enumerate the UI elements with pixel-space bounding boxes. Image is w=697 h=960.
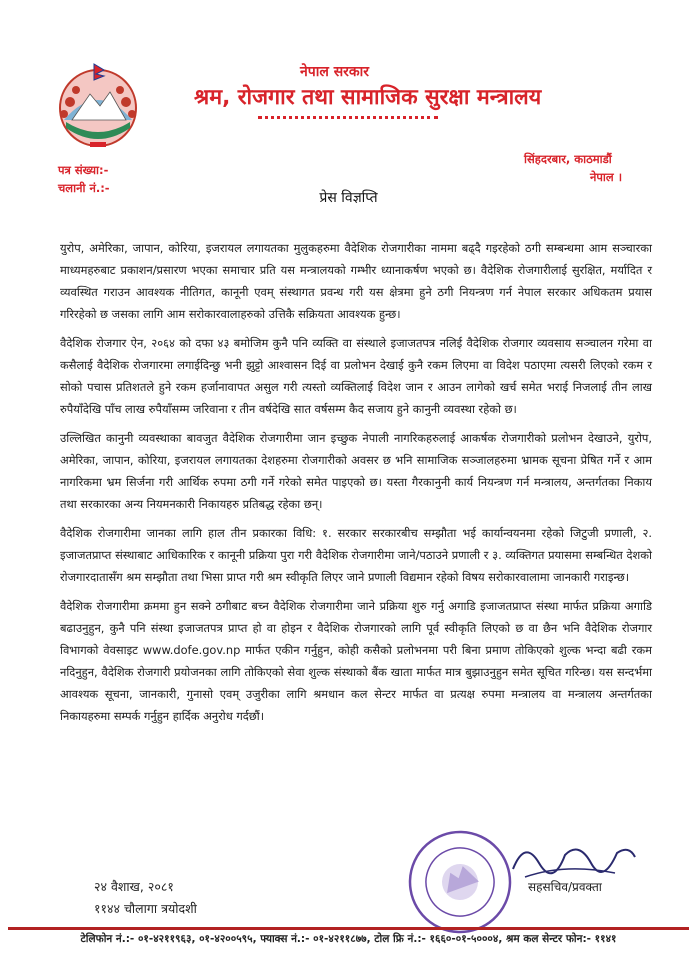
- letter-number-label: पत्र संख्या:-: [58, 163, 109, 177]
- ministry-name: श्रम, रोजगार तथा सामाजिक सुरक्षा मन्त्रालय: [194, 85, 542, 110]
- paragraph: उल्लिखित कानुनी व्यवस्थाका बावजुत वैदेशिक रोजगारीमा जान इच्छुक नेपाली नागरिकहरुलाई आकर्षक रोजगारीको प्रलोभन देखाउने, युरोप, अमेरिका, जापान, कोरिया, इजरायल लगायतका देशहरुमा रोजगारीको अवसर छ भनि सामाजिक सञ्जालहरुमा भ्रामक सूचना प्रेषित गर्ने र आम नागरिकमा भ्रम सिर्जना गरी आर्थिक रुपमा ठगी गर्ने गरेको समेत पाइएको छ। यस्ता गैरकानुनी कार्य नियन्त्रण गर्न मन्त्रालय, अन्तर्गतका निकाय तथा सरकारका अन्य नियमनकारी निकायहरु प्रतिबद्ध रहेका छन्।: [60, 431, 652, 511]
- paragraph: वैदेशिक रोजगार ऐन, २०६४ को दफा ४३ बमोजिम कुनै पनि व्यक्ति वा संस्थाले इजाजतपत्र नलिई वैदेशिक रोजगार व्यवसाय सञ्चालन गरेमा वा कसैलाई वैदेशिक रोजगारमा लगाईदिन्छु भनी झुट्टो आश्वासन दिई वा प्रलोभन देखाई कुनै रकम लिएमा वा विदेश पठाएमा त्यसरी लिएको रकम र सोको पचास प्रतिशतले हुने रकम हर्जानावापत असुल गरी त्यस्तो व्यक्तिलाई विदेश जान र आउन लागेको खर्च समेत भराई निजलाई तीन लाख रुपैयाँदेखि पाँच लाख रुपैयाँसम्म जरिवाना र तीन वर्षदेखि सात वर्षसम्म कैद सजाय हुने कानुनी व्यवस्था रहेको छ।: [60, 336, 652, 416]
- address-line1: सिंहदरबार, काठमाडौं: [524, 152, 612, 166]
- signer-designation: सहसचिव/प्रवक्ता: [528, 880, 602, 894]
- government-name: नेपाल सरकार: [300, 64, 370, 80]
- nepal-emblem-icon: [50, 58, 146, 150]
- address-line2: नेपाल ।: [590, 170, 623, 184]
- signature-icon: [505, 833, 640, 883]
- paragraph: वैदेशिक रोजगारीमा जानका लागि हाल तीन प्रकारका विधि: १. सरकार सरकारबीच सम्झौता भई कार्यान्वयनमा रहेको जिटुजी प्रणाली, २. इजाजतप्राप्त संस्थाबाट आधिकारिक र कानूनी प्रक्रिया पुरा गरी वैदेशिक रोजगारीमा जाने/पठाउने प्रणाली र ३. व्यक्तिगत प्रयासमा सम्बन्धित देशको रोजगारदातासँग श्रम सम्झौता तथा भिसा प्राप्त गरी श्रम स्वीकृति लिएर जाने प्रणाली विद्यमान रहेको विषय सरोकारवालामा जानकारी गराइन्छ।: [60, 526, 652, 584]
- paragraph: युरोप, अमेरिका, जापान, कोरिया, इजरायल लगायतका मुलुकहरुमा वैदेशिक रोजगारीका नाममा बढ्दै गइरहेको ठगी सम्बन्धमा आम सञ्चारका माध्यमहरुबाट प्रकाशन/प्रसारण भएका समाचार प्रति यस मन्त्रालयको गम्भीर ध्यानाकर्षण भएको छ। वैदेशिक रोजगारीलाई सुरक्षित, मर्यादित र व्यवस्थित गराउन आवश्यक नीतिगत, कानूनी एवम् संस्थागत प्रवन्ध गरी यस क्षेत्रमा हुने ठगी नियन्त्रण गर्न नेपाल सरकार अधिकतम प्रयास गरिरहेको छ जसका लागि आम सरोकारवालाहरुको उत्तिकै सक्रियता आवश्यक हुन्छ।: [60, 241, 652, 321]
- footer-contacts: टेलिफोन नं.:- ०१-४२११९६३, ०१-४२००५९५, फ्याक्स नं.:- ०१-४२११८७७, टोल फ्रि नं.:- १६६०-०१-५०००४, श्रम कल सेन्टर फोन:- ११४१: [80, 933, 617, 945]
- date-nepal-sambat: ११४४ चौलागा त्रयोदशी: [94, 901, 197, 916]
- official-seal-icon: [404, 826, 516, 938]
- header-divider: [258, 116, 438, 119]
- page-title: प्रेस विज्ञप्ति: [319, 190, 378, 206]
- press-release-body: [60, 237, 652, 734]
- paragraph: वैदेशिक रोजगारीमा क्रममा हुन सक्ने ठगीबाट बच्न वैदेशिक रोजगारीमा जाने प्रक्रिया शुरु गर्नु अगाडि इजाजतप्राप्त संस्था मार्फत प्रक्रिया अगाडि बढाउनुहुन, कुनै पनि संस्था इजाजतपत्र प्राप्त हो वा होइन र वैदेशिक रोजगारको लागि पूर्व स्वीकृति लिएको छ वा छैन भनि वैदेशिक रोजगार विभागको वेवसाइट www.dofe.gov.np मार्फत एकीन गर्नुहुन, कोही कसैको प्रलोभनमा परी बिना प्रमाण तोकिएको शुल्क भन्दा बढी रकम नदिनुहुन, वैदेशिक रोजगारी प्रयोजनका लागि तोकिएको सेवा शुल्क संस्थाको बैंक खाता मार्फत मात्र बुझाउनुहुन समेत सूचित गरिन्छ। यस सन्दर्भमा आवश्यक सूचना, जानकारी, गुनासो एवम् उजुरीका लागि श्रमधान कल सेन्टर मार्फत वा प्रत्यक्ष रुपमा मन्त्रालय वा मन्त्रालय अन्तर्गतका निकायहरुमा सम्पर्क गर्नुहुन हार्दिक अनुरोध गर्दछौं।: [60, 599, 652, 723]
- footer-divider: [8, 927, 689, 930]
- date-bs: २४ वैशाख, २०८१: [94, 879, 174, 894]
- dispatch-number-label: चलानी नं.:-: [58, 181, 110, 195]
